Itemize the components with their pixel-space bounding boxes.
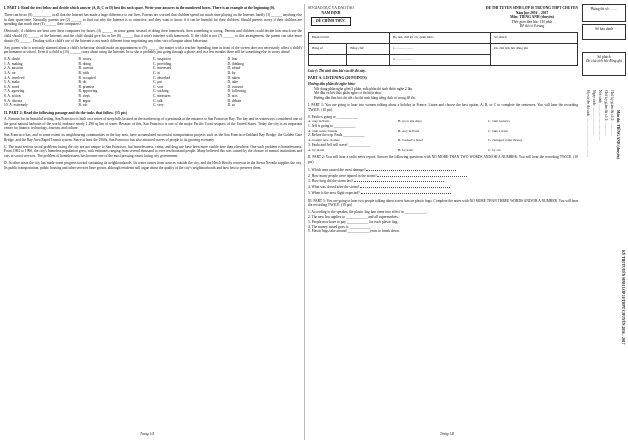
- school-year: Năm học 2016 – 2017: [515, 10, 549, 15]
- birth-place-line: Nơi sinh: …………………………: [598, 90, 602, 141]
- answer-option: C. vow: [153, 84, 164, 89]
- answer-option: 1. A. making: [4, 61, 23, 66]
- question-option[interactable]: C. changed some money: [488, 138, 523, 143]
- answer-option: B. too: [78, 103, 88, 108]
- score-number-cell: Bằng số: [309, 43, 347, 54]
- answer-option: D. thinking: [227, 61, 244, 66]
- candidate-number-box: Số báo danh: [582, 24, 626, 40]
- listening-instruction: Hướng dẫn làm bài chi tiết cho thí sinh bằng tiếng Anh có trong đề thi.: [314, 96, 416, 101]
- answer-option: B. curious: [78, 66, 94, 71]
- answer-option: 9. A. discuss: [4, 98, 23, 103]
- score-words-cell: [347, 54, 390, 65]
- question-option[interactable]: B. by train: [398, 147, 413, 152]
- exam-title: ĐỀ THI TUYỂN SINH LỚP 10 TRƯỜNG THPT CHUYÊN: [486, 6, 578, 10]
- page-count: Đề thi có 8 trang: [519, 24, 545, 29]
- score-words-cell: Bằng chữ: [347, 43, 390, 54]
- answer-option: B. doing: [78, 61, 91, 66]
- candidate-name-line: Họ và tên thí sinh: ……………………………: [586, 90, 590, 157]
- part3-items: [308, 210, 578, 234]
- question-options: [308, 148, 578, 153]
- answer-option: B. steps: [78, 93, 90, 98]
- answer-option: D. fear: [227, 57, 238, 62]
- score-header: Điểm bài thi: [309, 32, 390, 43]
- listening-part1-intro: I. PART 1: You are going to hear two women talking about a holiday in France. Listen and choose the best option, A, B, or C to complete the sentences. You will hear the recording TWICE. (10 pts): [308, 102, 578, 112]
- answer-option: C. put: [153, 80, 162, 85]
- part2-heading: II. PART 2: Read the following passage and do the tasks that follow. (15 pts): [4, 110, 127, 115]
- answer-option: B. occupied: [78, 75, 96, 80]
- answer-option: D. by: [227, 70, 236, 75]
- passage-paragraph: C. The most serious social problems facing the city are not unique to San Francisco, but homelessness, crime, and drug use have been more visible here than elsewhere. One such problem is homelessness. From 1984 to 1990, the city's homeless population grew, with estimates ranging from several thousand to over ten thousand people. Many believed this was caused by the closure of mental institutions and cuts in social services. The problem of homelessness has become one of the most pressing issues facing city government.: [4, 144, 302, 159]
- exam-name-vertical: KỲ THI TUYỂN SINH LỚP 10 THPT CHUYÊN 2016 – 2017: [621, 250, 625, 345]
- question-text: 2. How many people were injured in the storm?: [308, 173, 377, 178]
- answer-option: C. at: [153, 70, 160, 75]
- answer-option: C. suspicion: [153, 57, 171, 62]
- answer-option: C. sticking: [153, 89, 169, 94]
- passage-paragraph: A. Famous for its beautiful setting, San Francisco is built on a series of steep hills located on the northern tip of a peninsula at the entrance to San Francisco Bay. The bay and its waterways, considered one of the great natural harbours of the world, embrace nearly 1,290 sq km of water. Because of this, San Francisco is one of the major Pacific Coast seaports of the United States. Today the city is an important center for finance, technology, tourism, and culture.: [4, 116, 302, 131]
- passage-paragraph: San Francisco has, and to some extent its neighbouring communities in the bay area, have accumulated successful transportation projects such as the San Francisco-Oakland Bay Bridge, the Golden Gate Bridge, and the Bay Area Rapid Transit system. Since at least the 1960s, San Francisco has also attracted waves of people to its growing economy.: [4, 133, 302, 142]
- listening-heading: PART A. LISTENING (20 POINTS): [308, 75, 367, 80]
- question-option[interactable]: A. by plane: [308, 147, 325, 152]
- question-text: 3. How long did the storm last?: [308, 179, 354, 184]
- answer-option: 8. A. action: [4, 93, 21, 98]
- examiner-2-cell: 2. ……………: [390, 54, 491, 65]
- answer-blank[interactable]: [366, 167, 456, 171]
- gap-fill-item[interactable]: 4. The money raised goes to ____________.: [308, 224, 372, 229]
- code-cell: Do chủ tịch hội đồng ghi: [491, 43, 578, 65]
- proctor-2-line: Chữ ký giám thị số 2: …………: [610, 90, 614, 137]
- code-box: [582, 52, 626, 76]
- listening-part2-intro: II. PART 2: You will hear a radio news report. Answer the following questions with NO MORE THAN TWO WORDS AND/OR A NUMBER. You will hear the recording TWICE. (10 pts): [308, 155, 578, 164]
- answer-option: 6. A. word: [4, 84, 20, 89]
- question-text: 5. When is the next flight expected?: [308, 190, 360, 195]
- exam-note: Lưu ý: Thí sinh làm bài vào đề thi này.: [308, 68, 366, 73]
- question-option[interactable]: B. booked a hotel: [398, 138, 423, 143]
- answer-option: C. absorbed: [153, 75, 171, 80]
- answer-option: D. following: [227, 89, 246, 94]
- answer-option: 5. A. make: [4, 80, 20, 85]
- province-name: NAM ĐỊNH: [321, 10, 341, 15]
- left-page: [4, 6, 302, 438]
- department-name: SỞ GIÁO DỤC VÀ ĐÀO TẠO: [308, 6, 354, 10]
- listening-part3-intro: III. PART 3: You are going to hear two people talking about a new ban on plastic bags. Complete the notes with NO MORE THAN THREE WORDS AND/OR A NUMBER. You will hear the recording TWICE. (10 pts): [308, 198, 578, 208]
- part1-instruction: I. PART 1: Read the text below and decide which answer (A, B, C or D) best fits each space. Write your answers in the numbered boxes. There is an example at the beginning (0).: [4, 6, 275, 10]
- answer-option: D. taken: [227, 75, 240, 80]
- listening-instruction-title: Hướng dẫn phần thi nghe hiểu:: [308, 81, 356, 86]
- right-page: [308, 6, 578, 438]
- proctor-1-line: Chữ ký giám thị số 1: …………: [604, 90, 608, 137]
- short-answer-question: [308, 190, 578, 196]
- answer-option: B. approving: [78, 89, 98, 94]
- question-text: 1. Which area caused the most damage?: [308, 167, 366, 172]
- part2-questions: [308, 167, 578, 196]
- question-option[interactable]: A. visit some friends: [308, 128, 338, 133]
- answer-option: B. worry: [78, 57, 92, 62]
- answer-option: C. very: [153, 103, 164, 108]
- answer-option: D. afraid: [227, 66, 241, 71]
- answer-option: D. take: [227, 80, 238, 85]
- answer-option: D. acts: [227, 93, 238, 98]
- right-page-number: Trang 1/8: [440, 432, 455, 436]
- official-stamp: ĐỀ CHÍNH THỨC: [311, 17, 351, 26]
- gap-fill-item[interactable]: 2. The new law applies to ____________ and all supermarkets.: [308, 215, 399, 220]
- code-header: Số phách: [491, 32, 578, 43]
- code-box-note: Do chủ tịch hội đồng ghi: [586, 59, 622, 63]
- department-block: [308, 6, 354, 29]
- passage-paragraph: There can be no (0) __________ at all that the Internet has made a huge difference to our lives. Parents are worried that children spend too much time playing on the Internet, hardly (1) ______ anything else in their spare time. Naturally, parents are (2) ______ to find out why the Internet is so attractive, and they want to know if it can be harmful for their children. Should parents worry if their children are spending that much time (3) ______ their computers?: [4, 12, 302, 27]
- question-option[interactable]: A. stay in Paris: [308, 119, 330, 124]
- answer-option: 7. A. agreeing: [4, 89, 25, 94]
- answer-option: 4. A. involved: [4, 75, 25, 80]
- gap-fill-item[interactable]: 1. According to the speaker, the plastic bag ban came into effect in ____________.: [308, 210, 427, 215]
- answer-blank[interactable]: [354, 178, 444, 182]
- answer-options: [4, 57, 302, 108]
- answer-option: C. measures: [153, 93, 171, 98]
- answer-option: C. providing: [153, 61, 172, 66]
- answer-option: 3. A. on: [4, 70, 16, 75]
- answer-option: 0. A. doubt: [4, 57, 20, 62]
- subject-vertical: Môn thi: TIẾNG ANH (chuyên): [616, 110, 620, 159]
- passage-paragraph: Obviously, if children are bent over their computers for hours, (4) ______ in some game, instead of doing their homework, then something is wrong. Parents and children could decide how much use the child should (5) ______ of the Internet, and the child should give his or her (6) ______ that it won't interfere with homework. If the child is not (7) ______ to this arrangement, the parent can take more drastic (8) ______ . Dealing with a child's use of the Internet is not much different from negotiating any other sort of bargain about behaviour.: [4, 29, 302, 43]
- question-stem: 1. Jeff is going to ____________: [308, 123, 356, 128]
- birth-date-line: Ngày sinh: ……………………: [592, 90, 596, 136]
- answer-option: B. do: [78, 80, 87, 85]
- examiner-1-cell: 1. ……………: [390, 43, 491, 54]
- multiple-choice-questions: [308, 115, 578, 153]
- answer-option: C. talk: [153, 98, 163, 103]
- answer-option: D. so: [227, 103, 236, 108]
- exam-title-block: [486, 6, 578, 29]
- candidate-sidebar: [582, 4, 626, 440]
- answer-option: D. consent: [227, 84, 243, 89]
- listening-instruction: Mở đầu và kết thúc phần nghe có tín hiệu nhạc.: [314, 91, 383, 96]
- answer-option: C. interested: [153, 66, 172, 71]
- question-option[interactable]: C. take a train: [488, 128, 508, 133]
- question-option[interactable]: B. stay in Paris: [398, 128, 420, 133]
- answer-option: B. promise: [78, 84, 95, 89]
- answer-blank[interactable]: [360, 184, 450, 188]
- question-text: 4. What was closed after the storm?: [308, 185, 360, 190]
- question-option[interactable]: A. bought new clothes: [308, 138, 340, 143]
- passage-paragraph: D. In other areas the city has made some progress toward sustaining its neighbourhoods. Its water comes from sources outside the city, and the Hetch Hetchy reservoir in the Sierra Nevada supplies the city. Its public transportation, public housing and other services have grown, although residents still argue about the quality of the city's neighbourhoods and how best to preserve them.: [4, 161, 302, 170]
- score-table: [308, 32, 578, 66]
- question-option[interactable]: C. by car: [488, 147, 501, 152]
- question-option[interactable]: B. go to the Alps: [398, 119, 422, 124]
- time-allowed: Thời gian làm bài: 150 phút: [511, 19, 553, 24]
- answer-option: D. debate: [227, 98, 242, 103]
- answer-option: 2. A. anxious: [4, 66, 23, 71]
- question-option[interactable]: C. visit Geneva: [488, 119, 510, 124]
- examiner-header: Họ tên, chữ ký các giám khảo: [390, 32, 491, 43]
- question-stem: 2. Before the trip, Paula ____________: [308, 133, 365, 138]
- answer-option: B. argue: [78, 98, 91, 103]
- listening-instruction: Nội dung phần nghe gồm 3 phần, mỗi phần thí sinh được nghe 2 lần.: [314, 86, 413, 91]
- page-divider: [304, 4, 305, 440]
- answer-option: B. with: [78, 70, 90, 75]
- gap-fill-item[interactable]: 5. Plastic bags take around ____________ years to break down.: [308, 229, 400, 234]
- passage-paragraph: Any parent who is seriously alarmed about a child's behaviour should make an appointment to (9) ______ the matter with a teacher. Spending time in front of the screen does not necessarily affect a child's performance at school. Even if a child is (10) ______ crazy about using the Internet, he or she is probably just going through a phase, and in a few months there will be something else to worry about!: [4, 45, 302, 55]
- answer-blank[interactable]: [361, 190, 451, 194]
- question-stem: 0. Paula is going to ____________: [308, 114, 359, 119]
- code-box-label: Số phách: [597, 55, 611, 59]
- answer-blank[interactable]: [377, 173, 467, 177]
- subject: Môn: TIẾNG ANH (chuyên): [510, 15, 554, 20]
- exam-header: [308, 6, 578, 29]
- left-page-number: Trang 1/4: [140, 432, 155, 436]
- gap-fill-item[interactable]: 3. People now have to pay ____________ for each plastic bag.: [308, 219, 399, 224]
- question-stem: 3. Paula and Jeff will travel ____________: [308, 142, 370, 147]
- score-number-cell: [309, 54, 347, 65]
- answer-option: 10. A. extremely: [4, 103, 28, 108]
- room-box: Phòng thi số: ……: [582, 4, 626, 22]
